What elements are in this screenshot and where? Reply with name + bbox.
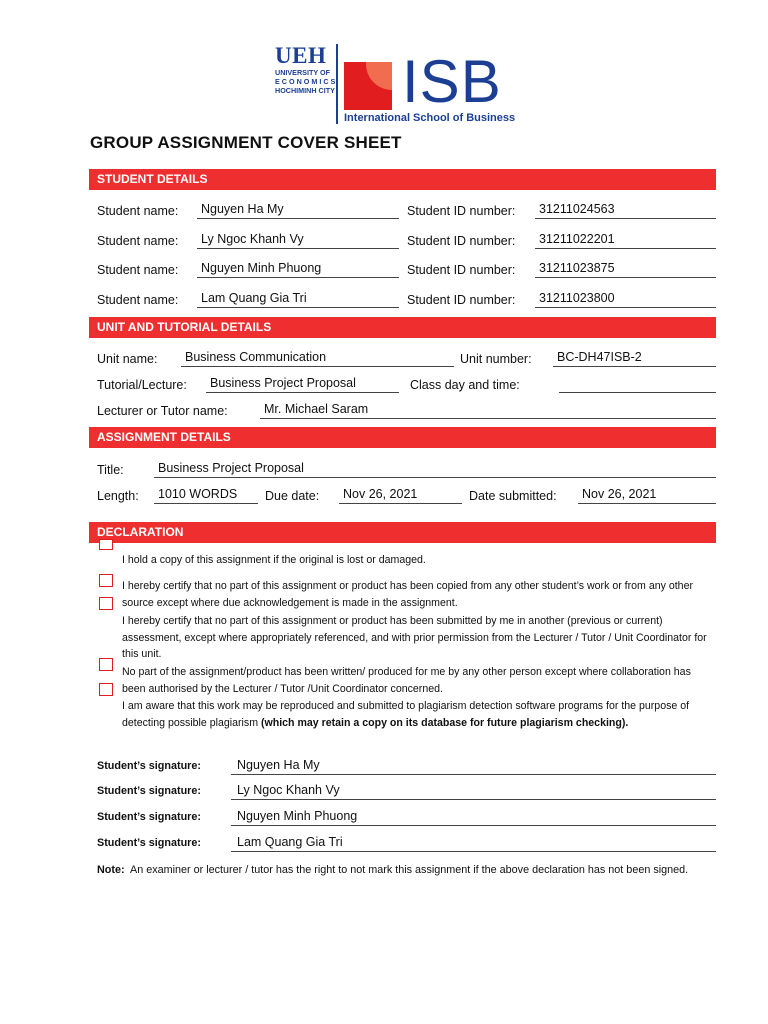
signature-label: Student’s signature: [97, 837, 201, 849]
declaration-item: I hereby certify that no part of this assignment or product has been copied from any other student’s work or from any other source except where due acknowledgement is made in the assignment. [122, 580, 693, 609]
note-label: Note: [97, 864, 125, 876]
declaration-header: DECLARATION [89, 522, 716, 543]
declaration-checkbox[interactable] [99, 574, 113, 587]
declaration-plain-text: I am aware that this work may be reproduced and submitted to plagiarism detection software programs for the purpose of detecting possible plagiarism [122, 700, 690, 729]
unit-number-field[interactable]: BC-DH47ISB-2 [553, 349, 716, 367]
signature-field[interactable]: Nguyen Ha My [231, 757, 716, 775]
student-name-label: Student name: [97, 204, 179, 218]
declaration-item-plagiarism [122, 698, 716, 731]
ueh-logo-text: UEH [275, 43, 327, 68]
title-label: Title: [97, 463, 124, 477]
due-date-label: Due date: [265, 489, 320, 503]
title-field[interactable]: Business Project Proposal [154, 460, 716, 478]
declaration-bold-text: (which may retain a copy on its database for future plagiarism checking). [260, 716, 629, 729]
declaration-checkbox[interactable] [99, 683, 113, 696]
signature-label: Student’s signature: [97, 811, 201, 823]
student-name-field[interactable]: Nguyen Ha My [197, 201, 399, 219]
isb-logo-subtitle: International School of Business [344, 112, 516, 124]
date-submitted-label: Date submitted: [469, 489, 557, 503]
student-id-label: Student ID number: [407, 234, 516, 248]
signature-field[interactable]: Ly Ngoc Khanh Vy [231, 782, 716, 800]
note-text: An examiner or lecturer / tutor has the right to not mark this assignment if the above declaration has not been signed. [124, 864, 689, 876]
declaration-item: I hold a copy of this assignment if the original is lost or damaged. [122, 554, 426, 566]
lecturer-label: Lecturer or Tutor name: [97, 404, 228, 418]
student-name-label: Student name: [97, 263, 179, 277]
student-id-field[interactable]: 31211022201 [535, 231, 716, 249]
ueh-logo-line-3: HOCHIMINH CITY [275, 86, 335, 95]
isb-logo-text: ISB [402, 48, 502, 115]
unit-details-header: UNIT AND TUTORIAL DETAILS [89, 317, 716, 338]
declaration-checkbox[interactable] [99, 597, 113, 610]
student-id-label: Student ID number: [407, 204, 516, 218]
student-id-label: Student ID number: [407, 263, 516, 277]
note [97, 862, 716, 879]
signature-label: Student’s signature: [97, 785, 201, 797]
signature-label: Student’s signature: [97, 760, 201, 772]
logo-divider [336, 44, 338, 124]
declaration-item: No part of the assignment/product has been written/ produced for me by any other person except where collaboration has been authorised by the Lecturer / Tutor /Unit Coordinator concerned. [122, 666, 691, 695]
tutorial-label: Tutorial/Lecture: [97, 378, 187, 392]
class-day-label: Class day and time: [410, 378, 520, 392]
student-name-field[interactable]: Ly Ngoc Khanh Vy [197, 231, 399, 249]
student-details-header: STUDENT DETAILS [89, 169, 716, 190]
declaration-item: I hereby certify that no part of this assignment or product has been submitted by me in another (previous or current) assessment, except where appropriately referenced, and with prior permission from the Lecturer / Tutor / Unit Coordinator for this unit. [122, 615, 707, 660]
student-id-field[interactable]: 31211024563 [535, 201, 716, 219]
length-label: Length: [97, 489, 139, 503]
declaration-checkbox[interactable] [99, 539, 113, 550]
page-title: GROUP ASSIGNMENT COVER SHEET [90, 133, 402, 152]
lecturer-field[interactable]: Mr. Michael Saram [260, 401, 716, 419]
length-field[interactable]: 1010 WORDS [154, 486, 258, 504]
due-date-field[interactable]: Nov 26, 2021 [339, 486, 462, 504]
signature-field[interactable]: Lam Quang Gia Tri [231, 834, 716, 852]
unit-number-label: Unit number: [460, 352, 532, 366]
tutorial-field[interactable]: Business Project Proposal [206, 375, 399, 393]
student-name-label: Student name: [97, 234, 179, 248]
date-submitted-field[interactable]: Nov 26, 2021 [578, 486, 716, 504]
signature-field[interactable]: Nguyen Minh Phuong [231, 808, 716, 826]
class-day-field[interactable] [559, 375, 716, 393]
student-id-field[interactable]: 31211023875 [535, 260, 716, 278]
student-name-field[interactable]: Lam Quang Gia Tri [197, 290, 399, 308]
student-name-label: Student name: [97, 293, 179, 307]
unit-name-field[interactable]: Business Communication [181, 349, 454, 367]
declaration-checkbox[interactable] [99, 658, 113, 671]
assignment-details-header: ASSIGNMENT DETAILS [89, 427, 716, 448]
student-name-field[interactable]: Nguyen Minh Phuong [197, 260, 399, 278]
student-id-field[interactable]: 31211023800 [535, 290, 716, 308]
unit-name-label: Unit name: [97, 352, 158, 366]
ueh-logo-line-2: E C O N O M I C S [275, 77, 336, 86]
student-id-label: Student ID number: [407, 293, 516, 307]
ueh-logo-line-1: UNIVERSITY OF [275, 68, 330, 77]
